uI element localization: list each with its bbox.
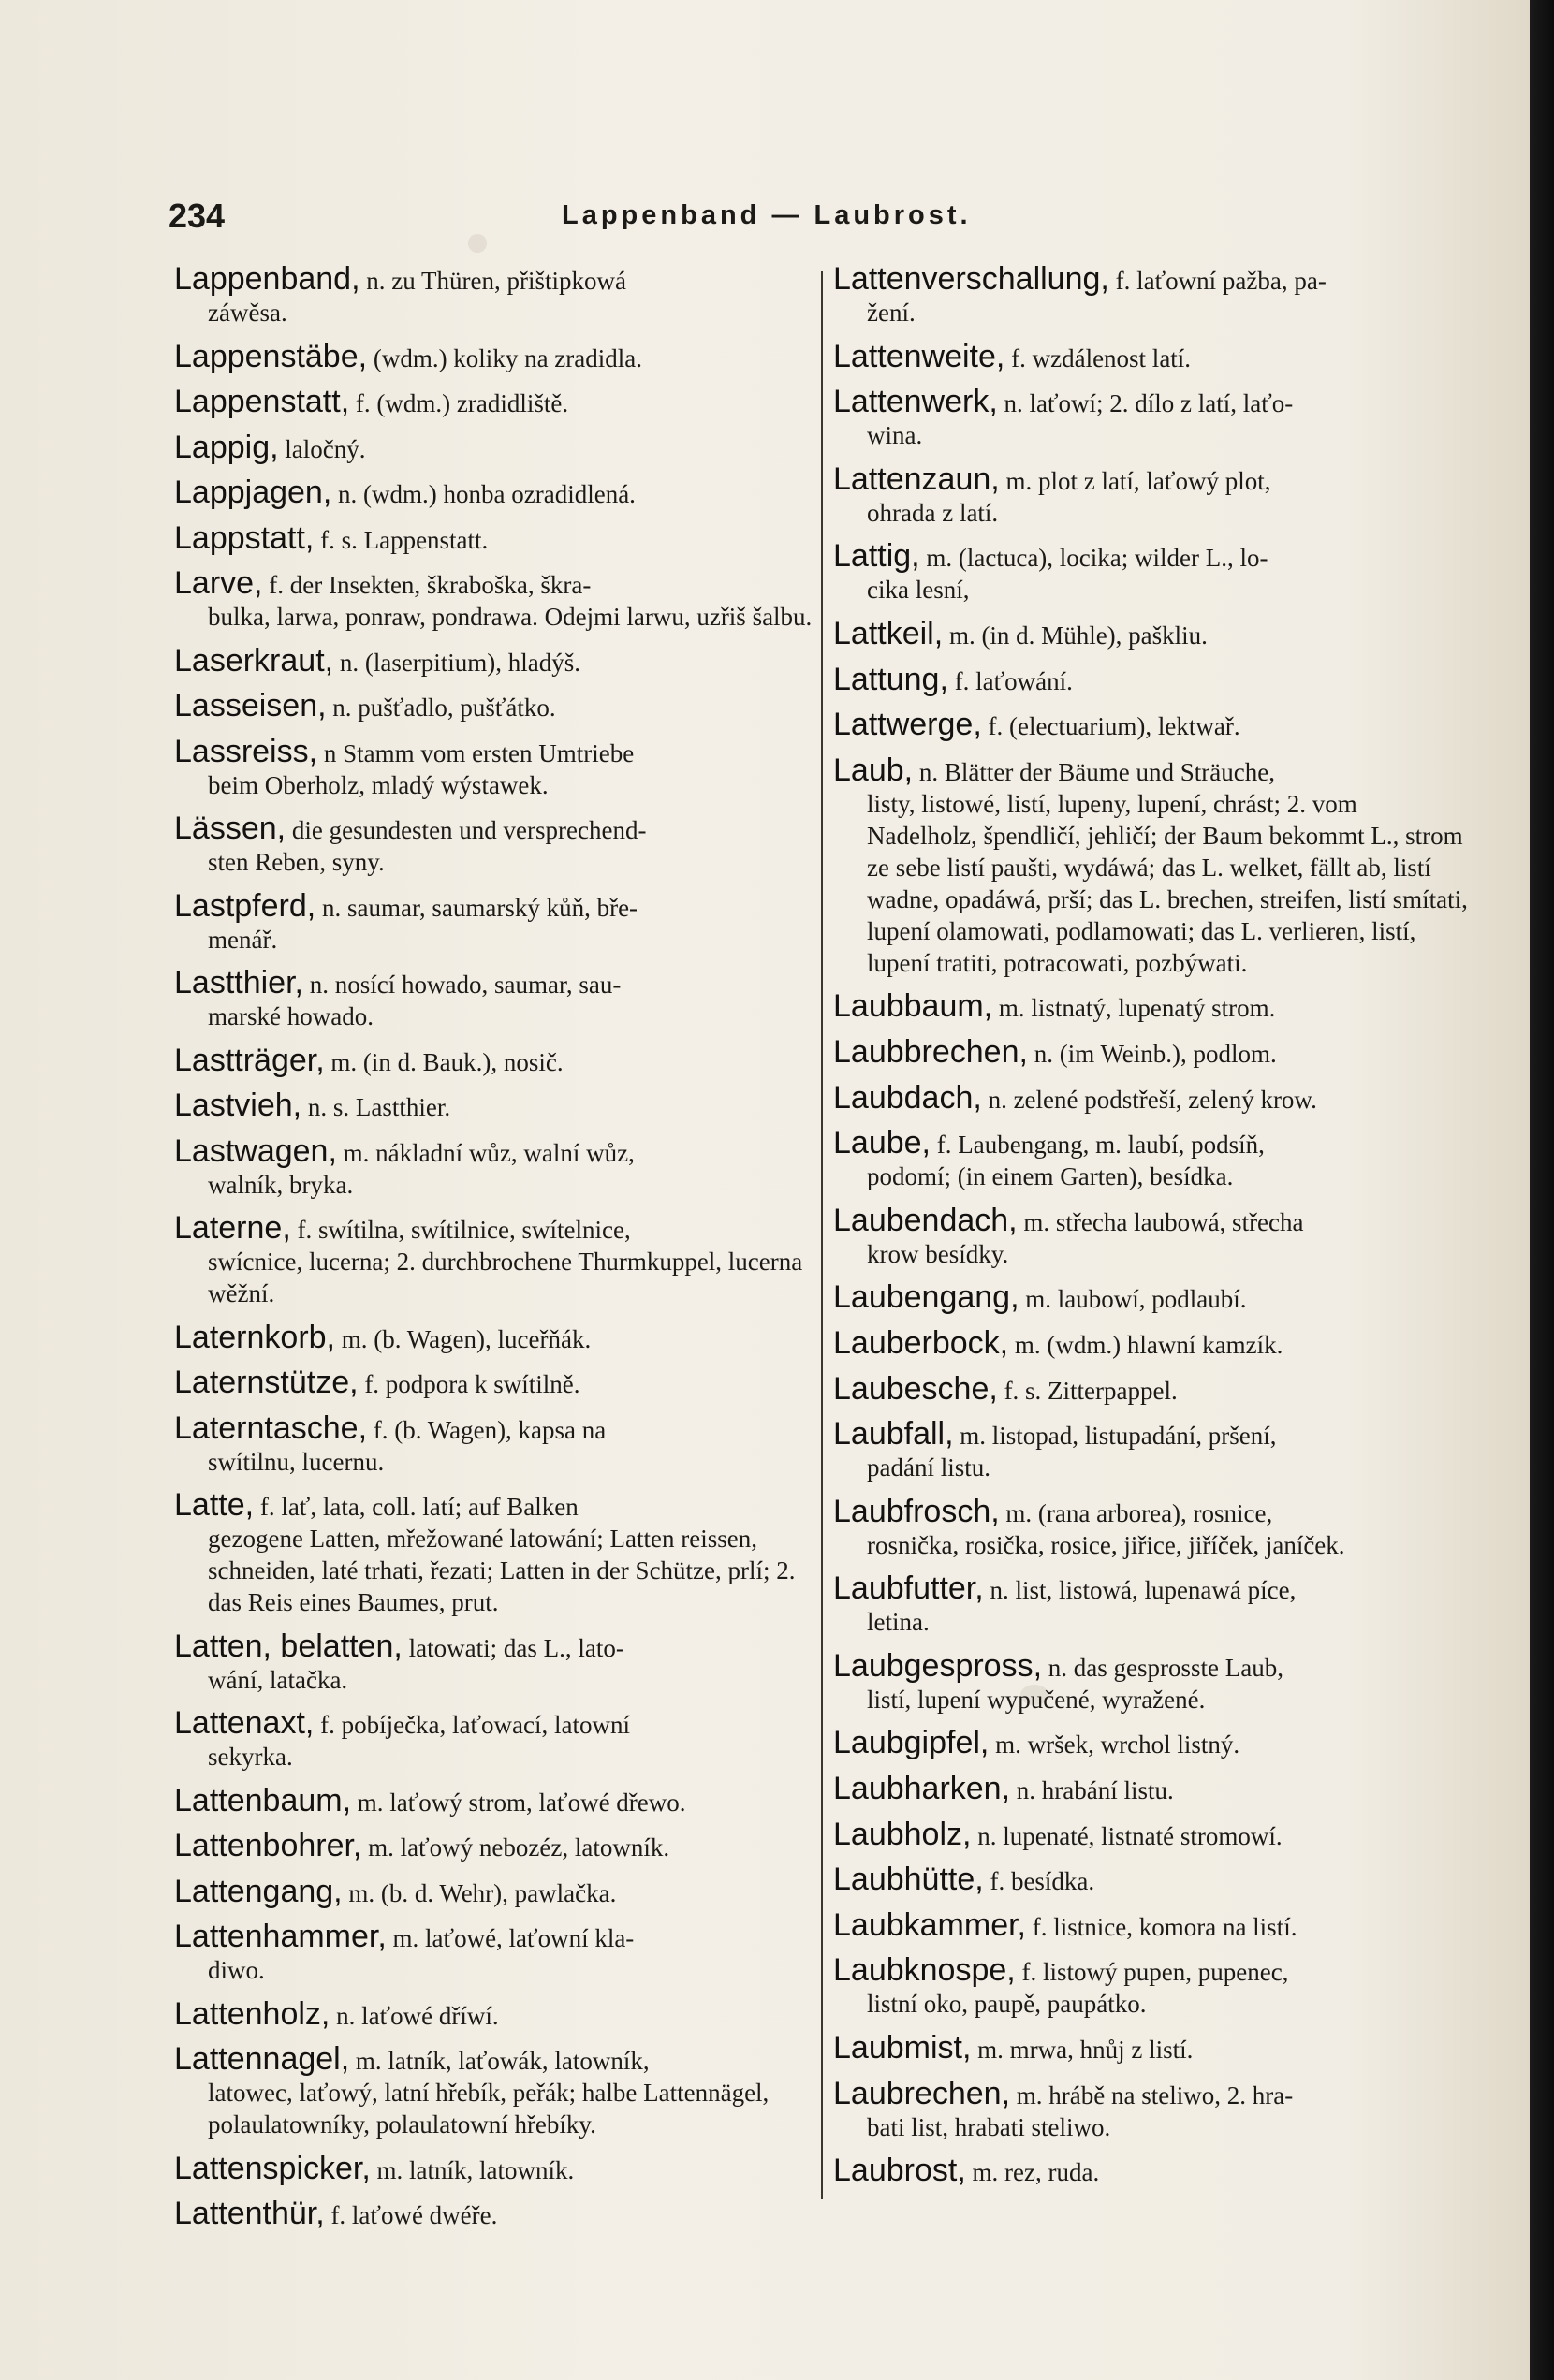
entry-headword: Laternstütze, <box>174 1365 359 1400</box>
entry-headword: Laubkammer, <box>833 1906 1026 1943</box>
entry-headword: Laubknospe, <box>833 1952 1016 1989</box>
dictionary-entry <box>833 1727 1468 1760</box>
dictionary-entry <box>833 1572 1468 1638</box>
entry-continuation: gezogene Latten, mřežowané latowání; Latten reissen, schneiden, laté trhati, řezati; Latten in der Schütze, prlí; 2. das Reis eines Baumes, prut. <box>208 1525 796 1616</box>
entry-definition: n. laťowé dříwí. <box>336 2001 499 2030</box>
entry-definition: n. zelené podstřeší, zelený krow. <box>988 1085 1317 1114</box>
entry-continuation: sekyrka. <box>208 1743 293 1771</box>
entry-headword: Laubmist, <box>833 2030 972 2066</box>
entry-definition: f. listowý pupen, pupenec, <box>1021 1958 1289 1987</box>
dictionary-entry <box>833 1954 1468 2020</box>
entry-headword: Laubbaum, <box>833 988 993 1025</box>
entry-headword: Lastpferd, <box>174 887 316 924</box>
dictionary-entry <box>833 661 1468 697</box>
dictionary-entry <box>833 1493 1468 1561</box>
entry-headword: Laubgipfel, <box>833 1725 990 1761</box>
entry-headword: Laubendach, <box>833 1202 1018 1238</box>
dictionary-entry <box>174 1366 813 1400</box>
entry-definition: n. saumar, saumarský kůň, bře- <box>321 893 638 922</box>
dictionary-entry <box>833 2154 1468 2188</box>
dictionary-entry <box>174 567 813 633</box>
entry-headword: Lattenhammer, <box>174 1919 387 1954</box>
entry-continuation: cika lesní, <box>867 576 970 605</box>
dictionary-entry <box>833 1863 1468 1897</box>
entry-headword: Larve, <box>174 565 263 601</box>
dictionary-entry <box>833 1818 1468 1852</box>
entry-definition: m. (lactuca), locika; wilder L., lo- <box>926 544 1268 573</box>
entry-continuation: rosnička, rosička, rosice, jiřice, jiříček, janíček. <box>867 1530 1345 1559</box>
dictionary-entry <box>174 1132 813 1201</box>
entry-continuation: záwěsa. <box>208 299 287 327</box>
dictionary-entry <box>833 1418 1468 1483</box>
entry-definition: n. nosící howado, saumar, sau- <box>309 971 622 999</box>
entry-headword: Lattkeil, <box>833 615 944 651</box>
entry-headword: Lässen, <box>174 810 286 846</box>
page-header <box>150 197 1479 243</box>
entry-definition: f. listnice, komora na listí. <box>1032 1912 1297 1941</box>
entry-definition: f. laťowání. <box>954 666 1073 695</box>
entry-headword: Laterne, <box>174 1210 291 1246</box>
entry-continuation: listy, listowé, listí, lupeny, lupení, chrást; 2. vom Nadelholz, špendličí, jehličí; der Baum bekommt L., strom ze sebe listí paušti, wydáwá; das L. welket, fällt ab, listí wadne, opadáwá, prší; das L. brechen, streifen, listí smítati, lupení olamowati, podlamowati; das L. verlieren, listí, lupení tratiti, potracowati, pozbýwati. <box>867 789 1468 977</box>
entry-definition: f. laťowní pažba, pa- <box>1115 267 1327 295</box>
dictionary-entry <box>833 1202 1468 1270</box>
entry-definition: f. lať, lata, coll. latí; auf Balken <box>259 1493 579 1521</box>
entry-headword: Lattwerge, <box>833 707 982 743</box>
entry-continuation: beim Oberholz, mladý wýstawek. <box>208 770 549 799</box>
dictionary-entry <box>174 2197 813 2231</box>
entry-headword: Lappenstäbe, <box>174 338 368 374</box>
entry-continuation: sten Reben, syny. <box>208 848 385 876</box>
entry-headword: Laubfutter, <box>833 1570 984 1607</box>
dictionary-entry <box>174 476 813 510</box>
entry-headword: Laube, <box>833 1125 931 1161</box>
dictionary-entry <box>174 1321 813 1355</box>
entry-definition: f. pobíječka, laťowací, latowní <box>320 1711 631 1739</box>
entry-continuation: wina. <box>867 421 923 450</box>
entry-definition: n. lupenaté, listnaté stromowí. <box>977 1821 1283 1850</box>
entry-definition: m. mrwa, hnůj z listí. <box>977 2036 1194 2065</box>
entry-definition: f. swítilna, swítilnice, swítelnice, <box>297 1216 631 1244</box>
entry-definition: f. s. Zitterpappel. <box>1004 1376 1178 1405</box>
dictionary-entry <box>833 1079 1468 1116</box>
dictionary-entry <box>174 967 813 1032</box>
entry-headword: Laubdach, <box>833 1079 982 1116</box>
dictionary-entry <box>833 2032 1468 2066</box>
entry-headword: Laubengang, <box>833 1279 1019 1316</box>
entry-headword: Laubfrosch, <box>833 1493 1000 1529</box>
entry-definition: m. laťowý nebozéz, latowník. <box>368 1833 670 1862</box>
entry-continuation: letina. <box>867 1608 930 1637</box>
entry-definition: m. hrábě na steliwo, 2. hra- <box>1016 2081 1294 2110</box>
dictionary-entry <box>833 1370 1468 1407</box>
entry-definition: m. wršek, wrchol listný. <box>995 1730 1240 1759</box>
dictionary-entry <box>833 708 1468 742</box>
entry-definition: m. laťowé, laťowní kla- <box>392 1924 635 1952</box>
dictionary-entry <box>833 263 1468 329</box>
entry-definition: m. listnatý, lupenatý strom. <box>998 994 1276 1023</box>
entry-headword: Lastthier, <box>174 965 303 1000</box>
entry-continuation: bati list, hrabati steliwo. <box>867 2112 1111 2141</box>
entry-headword: Lauberbock, <box>833 1324 1009 1361</box>
entry-definition: n. das gesprosste Laub, <box>1048 1653 1283 1682</box>
entry-definition: laločný. <box>285 434 366 463</box>
entry-definition: f. besídka. <box>990 1867 1095 1896</box>
dictionary-entry <box>174 519 813 556</box>
entry-definition: f. der Insekten, škraboška, škra- <box>269 571 592 599</box>
entry-definition: m. střecha laubowá, střecha <box>1023 1207 1304 1236</box>
entry-definition: m. (in d. Mühle), paškliu. <box>948 621 1208 650</box>
entry-definition: f. wzdálenost latí. <box>1011 343 1192 372</box>
entry-headword: Lattenwerk, <box>833 384 998 420</box>
entry-continuation: podomí; (in einem Garten), besídka. <box>867 1162 1234 1191</box>
entry-continuation: krow besídky. <box>867 1239 1009 1268</box>
dictionary-entry <box>833 386 1468 451</box>
entry-definition: m. (wdm.) hlawní kamzík. <box>1014 1330 1283 1359</box>
entry-continuation: latowec, laťowý, latní hřebík, peřák; halbe Lattennägel, polaulatowníky, polaulatowní hřebíky. <box>208 2079 770 2139</box>
dictionary-entry <box>833 460 1468 529</box>
entry-headword: Lattenbohrer, <box>174 1828 362 1863</box>
left-column <box>174 263 813 2243</box>
entry-definition: m. nákladní wůz, walní wůz, <box>343 1138 635 1167</box>
entry-definition: f. laťowé dwéře. <box>330 2201 498 2229</box>
entry-continuation: padání listu. <box>867 1453 990 1482</box>
dictionary-entry <box>833 990 1468 1024</box>
dictionary-entry <box>174 1409 813 1478</box>
entry-headword: Laub, <box>833 752 914 788</box>
entry-continuation: swícnice, lucerna; 2. durchbrochene Thurmkuppel, lucerna wěžní. <box>208 1248 803 1307</box>
dictionary-entry <box>174 1995 813 2032</box>
entry-headword: Lattenbaum, <box>174 1782 352 1818</box>
entry-definition: f. (wdm.) zradidliště. <box>355 389 569 417</box>
entry-definition: die gesundesten und versprechend- <box>291 816 647 844</box>
entry-headword: Lattenzaun, <box>833 460 1000 497</box>
dictionary-entry <box>174 1707 813 1773</box>
entry-headword: Latten, belatten, <box>174 1628 403 1664</box>
entry-definition: m. (b. d. Wehr), pawlačka. <box>348 1878 617 1907</box>
entry-definition: f. (electuarium), lektwař. <box>988 712 1240 741</box>
entry-continuation: žení. <box>867 299 916 327</box>
entry-headword: Lappstatt, <box>174 519 315 556</box>
entry-continuation: listní oko, paupě, paupátko. <box>867 1990 1147 2019</box>
entry-headword: Lappig, <box>174 429 279 465</box>
dictionary-entry <box>174 431 813 465</box>
dictionary-entry <box>174 812 813 878</box>
dictionary-entry <box>833 754 1468 979</box>
dictionary-entry <box>174 733 813 801</box>
entry-definition: n. laťowí; 2. dílo z latí, laťo- <box>1004 389 1294 418</box>
entry-headword: Laubrechen, <box>833 2075 1011 2111</box>
entry-headword: Laubhütte, <box>833 1862 984 1898</box>
dictionary-entry <box>833 540 1468 606</box>
entry-definition: n. list, listowá, lupenawá píce, <box>990 1576 1297 1605</box>
entry-definition: m. laťowý strom, laťowé dřewo. <box>357 1788 686 1817</box>
entry-headword: Lattenspicker, <box>174 2150 371 2186</box>
entry-definition: m. (rana arborea), rosnice, <box>1005 1498 1273 1527</box>
dictionary-entry <box>833 2075 1468 2143</box>
dictionary-entry <box>174 1873 813 1909</box>
entry-continuation: diwo. <box>208 1956 265 1984</box>
entry-definition: m. (in d. Bauk.), nosič. <box>330 1047 564 1076</box>
entry-headword: Laubfall, <box>833 1416 954 1453</box>
entry-headword: Lassreiss, <box>174 733 318 769</box>
entry-headword: Lappenband, <box>174 261 360 297</box>
entry-definition: m. listopad, listupadání, pršení, <box>960 1422 1277 1451</box>
entry-headword: Lappjagen, <box>174 475 332 510</box>
entry-continuation: swítilnu, lucernu. <box>208 1447 385 1476</box>
entry-headword: Laubrost, <box>833 2153 966 2189</box>
entry-definition: m. rez, ruda. <box>972 2158 1100 2187</box>
entry-definition: m. latník, latowník. <box>376 2155 575 2184</box>
entry-headword: Laubholz, <box>833 1816 972 1852</box>
entry-definition: m. latník, laťowák, latowník, <box>355 2047 650 2075</box>
dictionary-entry <box>174 1089 813 1123</box>
entry-headword: Lattennagel, <box>174 2041 350 2077</box>
entry-headword: Lappenstatt, <box>174 384 350 419</box>
dictionary-entry <box>174 690 813 723</box>
entry-headword: Lasseisen, <box>174 688 327 723</box>
entry-definition: n. (laserpitium), hladýš. <box>339 648 581 677</box>
entry-headword: Lattengang, <box>174 1873 343 1909</box>
dictionary-entry <box>174 887 813 956</box>
entry-definition: n. (wdm.) honba ozradidlená. <box>338 480 636 508</box>
column-divider <box>821 271 823 2199</box>
entry-definition: m. plot z latí, laťowý plot, <box>1005 466 1271 495</box>
dictionary-entry <box>833 1906 1468 1943</box>
entry-definition: n. zu Thüren, přištipkowá <box>366 267 626 295</box>
dictionary-entry <box>174 386 813 419</box>
entry-headword: Lattenaxt, <box>174 1705 315 1741</box>
entry-headword: Laubgespross, <box>833 1647 1043 1684</box>
entry-headword: Laubbrechen, <box>833 1033 1028 1070</box>
dictionary-entry <box>833 1127 1468 1192</box>
dictionary-entry <box>833 615 1468 651</box>
dictionary-entry <box>174 1830 813 1863</box>
dictionary-entry <box>174 2043 813 2140</box>
entry-headword: Lastvieh, <box>174 1088 302 1123</box>
entry-definition: n. pušťadlo, pušťátko. <box>332 694 556 722</box>
dictionary-entry <box>833 338 1468 374</box>
entry-continuation: wání, latačka. <box>208 1665 348 1694</box>
scan-edge <box>1530 0 1554 2380</box>
entry-headword: Lastträger, <box>174 1042 325 1078</box>
dictionary-entry <box>833 1324 1468 1361</box>
entry-continuation: listí, lupení wypučené, wyražené. <box>867 1685 1206 1714</box>
entry-headword: Laserkraut, <box>174 642 334 679</box>
entry-continuation: marské howado. <box>208 1002 374 1030</box>
running-head: Lappenband — Laubrost. <box>562 200 972 230</box>
entry-headword: Lattenverschallung, <box>833 261 1109 297</box>
dictionary-entry <box>174 642 813 679</box>
entry-definition: n. (im Weinb.), podlom. <box>1034 1039 1277 1068</box>
entry-definition: n Stamm vom ersten Umtriebe <box>323 738 635 767</box>
entry-definition: f. podpora k swítilně. <box>364 1370 580 1398</box>
entry-headword: Lattenweite, <box>833 338 1005 374</box>
entry-definition: m. laubowí, podlaubí. <box>1025 1285 1247 1314</box>
entry-definition: n. s. Lastthier. <box>307 1093 451 1121</box>
entry-definition: f. (b. Wagen), kapsa na <box>373 1415 607 1444</box>
dictionary-entry <box>174 263 813 329</box>
entry-headword: Lastwagen, <box>174 1132 337 1169</box>
entry-headword: Laubharken, <box>833 1771 1011 1807</box>
entry-definition: latowati; das L., lato- <box>408 1633 624 1662</box>
entry-headword: Lattenholz, <box>174 1995 330 2032</box>
dictionary-entry <box>174 1212 813 1309</box>
dictionary-entry <box>174 1044 813 1078</box>
page-number: 234 <box>169 197 226 235</box>
dictionary-entry <box>174 1489 813 1618</box>
dictionary-entry <box>174 1630 813 1696</box>
right-column <box>833 263 1468 2200</box>
entry-continuation: bulka, larwa, ponraw, pondrawa. Odejmi larwu, uzřiš šalbu. <box>208 603 813 631</box>
entry-headword: Laternkorb, <box>174 1319 335 1355</box>
entry-headword: Lattenthür, <box>174 2196 325 2231</box>
entry-definition: n. Blätter der Bäume und Sträuche, <box>918 757 1275 786</box>
dictionary-entry <box>174 1782 813 1818</box>
entry-headword: Latte, <box>174 1487 255 1523</box>
dictionary-entry <box>833 1033 1468 1070</box>
entry-definition: m. (b. Wagen), luceřňák. <box>341 1324 592 1353</box>
dictionary-entry <box>174 2150 813 2186</box>
dictionary-entry <box>833 1647 1468 1716</box>
entry-headword: Laubesche, <box>833 1370 998 1407</box>
entry-headword: Lattig, <box>833 538 920 575</box>
entry-definition: (wdm.) koliky na zradidla. <box>373 343 642 372</box>
entry-continuation: menář. <box>208 925 278 954</box>
dictionary-entry <box>174 338 813 374</box>
dictionary-entry <box>833 1773 1468 1806</box>
dictionary-entry <box>174 1920 813 1986</box>
entry-continuation: walník, bryka. <box>208 1170 354 1199</box>
entry-definition: f. Laubengang, m. laubí, podsíň, <box>936 1131 1265 1160</box>
entry-definition: f. s. Lappenstatt. <box>320 525 489 554</box>
entry-headword: Lattung, <box>833 661 948 697</box>
dictionary-entry <box>833 1281 1468 1315</box>
entry-definition: n. hrabání listu. <box>1016 1776 1174 1805</box>
entry-headword: Laterntasche, <box>174 1409 368 1446</box>
entry-continuation: ohrada z latí. <box>867 498 999 527</box>
